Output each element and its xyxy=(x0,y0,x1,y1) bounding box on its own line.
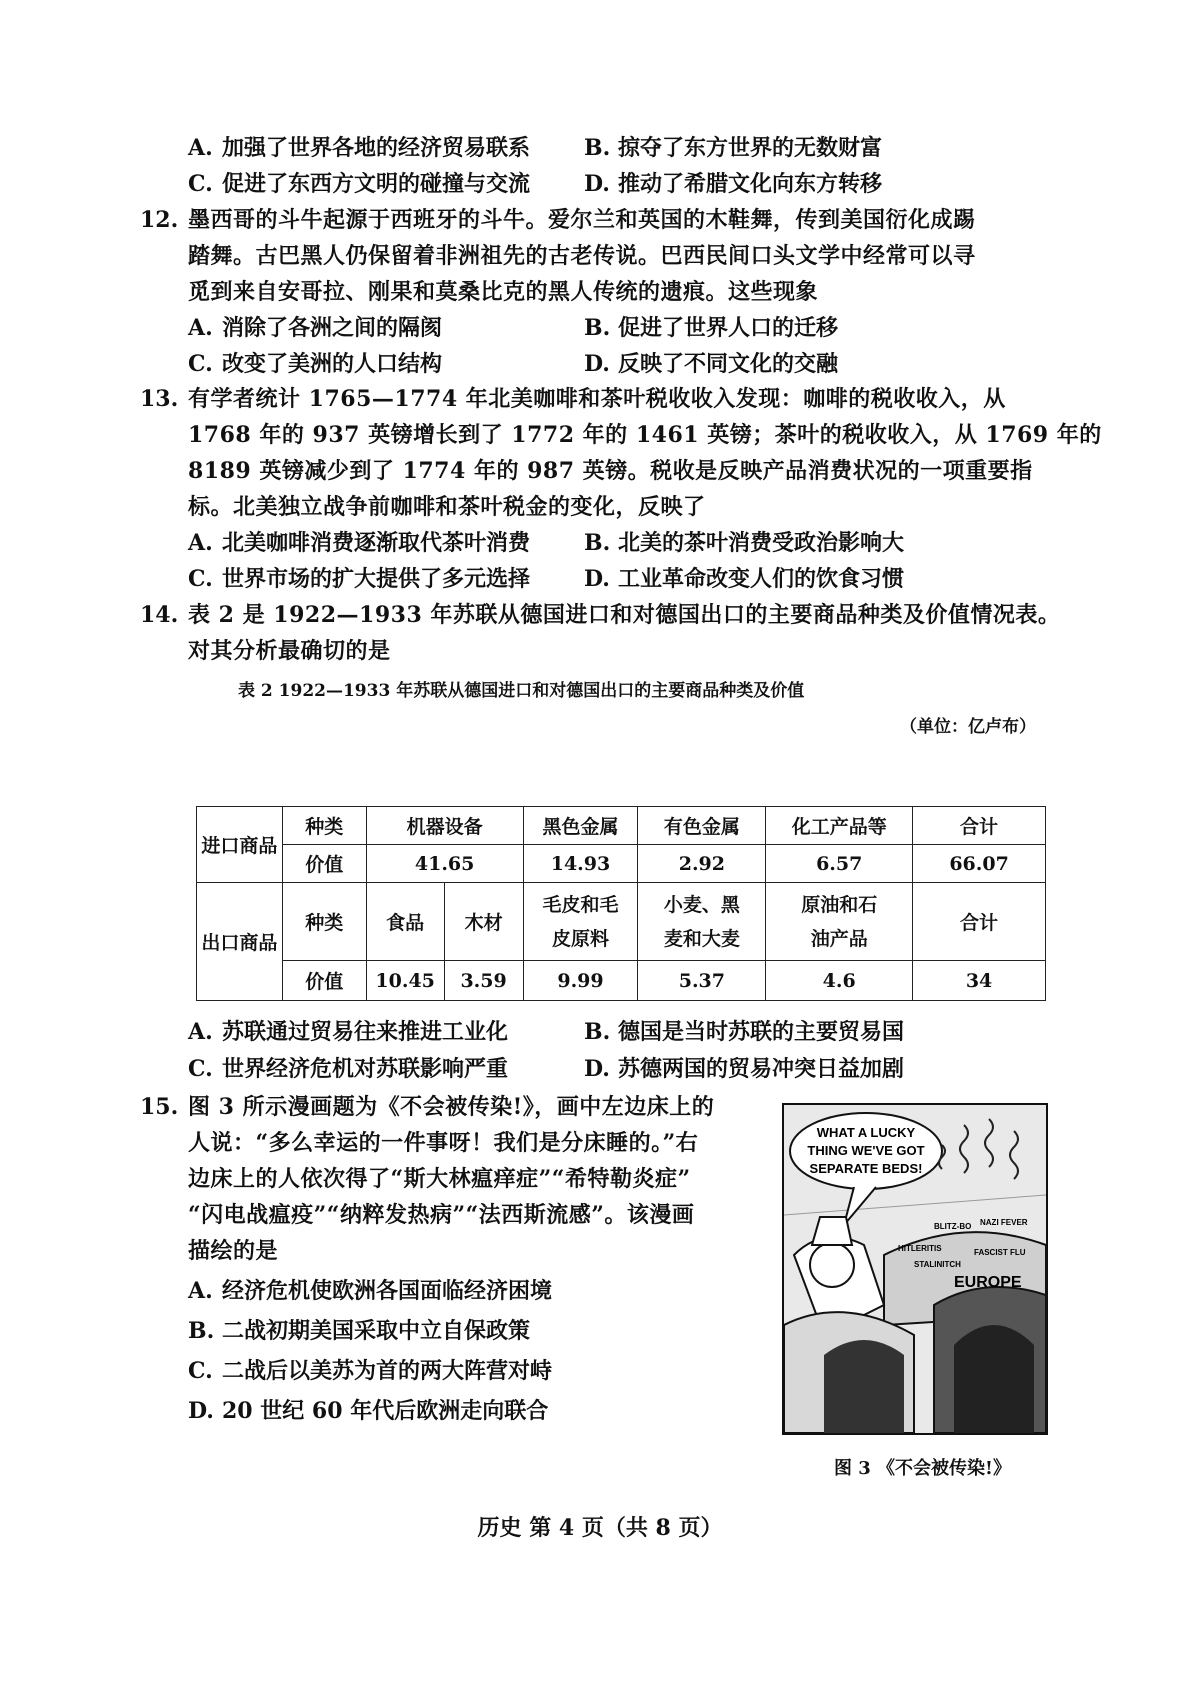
q12-option-c: C. 改变了美洲的人口结构 xyxy=(188,351,443,377)
prev-option-c: C. 促进了东西方文明的碰撞与交流 xyxy=(188,171,531,197)
export-value-2: 3.59 xyxy=(444,961,523,1001)
label-fascist-flu: FASCIST FLU xyxy=(974,1248,1026,1257)
q15-option-a: A. 经济危机使欧洲各国面临经济困境 xyxy=(188,1278,553,1304)
export-kind-5: 原油和石油产品 xyxy=(766,883,913,961)
page-footer: 历史 第 4 页（共 8 页） xyxy=(477,1515,723,1541)
export-kind-total: 合计 xyxy=(913,883,1046,961)
export-kind-4: 小麦、黑麦和大麦 xyxy=(638,883,766,961)
q13-line-3: 8189 英镑减少到了 1774 年的 987 英镑。税收是反映产品消费状况的一项重要指 xyxy=(188,458,1033,484)
q14-option-b: B. 德国是当时苏联的主要贸易国 xyxy=(584,1019,905,1045)
import-value-total: 66.07 xyxy=(913,845,1046,883)
q15-line-2: 人说：“多么幸运的一件事呀！我们是分床睡的。”右 xyxy=(188,1130,699,1156)
label-hitleritis: HITLERITIS xyxy=(898,1244,942,1253)
cartoon-drawing xyxy=(784,1105,1046,1433)
figure-caption: 图 3 《不会被传染!》 xyxy=(834,1458,1011,1479)
import-value-label: 价值 xyxy=(282,845,366,883)
q12-line-1: 墨西哥的斗牛起源于西班牙的斗牛。爱尔兰和英国的木鞋舞，传到美国衍化成踢 xyxy=(188,207,976,233)
prev-option-a: A. 加强了世界各地的经济贸易联系 xyxy=(188,135,531,161)
import-kind-3: 有色金属 xyxy=(638,807,766,845)
q15-number: 15. xyxy=(140,1094,179,1120)
export-kind-1: 食品 xyxy=(366,883,444,961)
q14-option-a: A. 苏联通过贸易往来推进工业化 xyxy=(188,1019,509,1045)
q13-option-a: A. 北美咖啡消费逐渐取代茶叶消费 xyxy=(188,530,531,556)
q13-line-2: 1768 年的 937 英镑增长到了 1772 年的 1461 英镑；茶叶的税收收入，从 1769 年的 xyxy=(188,422,1102,448)
q12-option-b: B. 促进了世界人口的迁移 xyxy=(584,315,839,341)
export-value-3: 9.99 xyxy=(523,961,638,1001)
import-kind-label: 种类 xyxy=(282,807,366,845)
q14-line-1: 表 2 是 1922—1933 年苏联从德国进口和对德国出口的主要商品种类及价值情况表。 xyxy=(188,602,1061,628)
q13-line-1: 有学者统计 1765—1774 年北美咖啡和茶叶税收收入发现：咖啡的税收收入，从 xyxy=(188,386,1006,412)
import-label: 进口商品 xyxy=(197,807,283,883)
q15-option-c: C. 二战后以美苏为首的两大阵营对峙 xyxy=(188,1358,553,1384)
q12-option-d: D. 反映了不同文化的交融 xyxy=(584,351,839,377)
q13-option-c: C. 世界市场的扩大提供了多元选择 xyxy=(188,566,531,592)
q15-line-3: 边床上的人依次得了“斯大林瘟痒症”“希特勒炎症” xyxy=(188,1166,691,1192)
export-value-5: 4.6 xyxy=(766,961,913,1001)
q14-option-c: C. 世界经济危机对苏联影响严重 xyxy=(188,1056,509,1082)
q12-number: 12. xyxy=(140,207,179,233)
label-stalinitch: STALINITCH xyxy=(914,1260,961,1269)
label-nazi-fever: NAZI FEVER xyxy=(980,1218,1028,1227)
q15-line-5: 描绘的是 xyxy=(188,1238,279,1264)
q12-line-2: 踏舞。古巴黑人仍保留着非洲祖先的古老传说。巴西民间口头文学中经常可以寻 xyxy=(188,243,976,269)
table-unit: （单位：亿卢布） xyxy=(900,717,1036,737)
import-kind-1: 机器设备 xyxy=(366,807,523,845)
label-blitz: BLITZ-BO xyxy=(934,1222,972,1231)
table-title: 表 2 1922—1933 年苏联从德国进口和对德国出口的主要商品种类及价值 xyxy=(238,681,805,701)
bubble-line-1: WHAT A LUCKY xyxy=(816,1125,916,1140)
import-value-2: 14.93 xyxy=(523,845,638,883)
export-value-1: 10.45 xyxy=(366,961,444,1001)
prev-option-b: B. 掠夺了东方世界的无数财富 xyxy=(584,135,883,161)
q13-option-d: D. 工业革命改变人们的饮食习惯 xyxy=(584,566,905,592)
import-kind-4: 化工产品等 xyxy=(766,807,913,845)
q12-option-a: A. 消除了各洲之间的隔阂 xyxy=(188,315,443,341)
q15-option-d: D. 20 世纪 60 年代后欧洲走向联合 xyxy=(188,1398,549,1424)
export-value-label: 价值 xyxy=(282,961,366,1001)
export-value-total: 34 xyxy=(913,961,1046,1001)
export-kind-label: 种类 xyxy=(282,883,366,961)
export-kind-3: 毛皮和毛皮原料 xyxy=(523,883,638,961)
import-value-3: 2.92 xyxy=(638,845,766,883)
uncle-sam-head-icon xyxy=(810,1243,854,1287)
trade-table xyxy=(196,806,1046,1001)
export-label: 出口商品 xyxy=(197,883,283,1001)
import-kind-2: 黑色金属 xyxy=(523,807,638,845)
q14-number: 14. xyxy=(140,602,179,628)
import-kind-total: 合计 xyxy=(913,807,1046,845)
import-value-4: 6.57 xyxy=(766,845,913,883)
bubble-line-2: THING WE'VE GOT xyxy=(807,1143,925,1158)
q15-line-4: “闪电战瘟疫”“纳粹发热病”“法西斯流感”。该漫画 xyxy=(188,1202,695,1228)
q12-line-3: 觅到来自安哥拉、刚果和莫桑比克的黑人传统的遗痕。这些现象 xyxy=(188,279,819,305)
import-value-1: 41.65 xyxy=(366,845,523,883)
prev-option-d: D. 推动了希腊文化向东方转移 xyxy=(584,171,883,197)
q14-option-d: D. 苏德两国的贸易冲突日益加剧 xyxy=(584,1056,905,1082)
q13-line-4: 标。北美独立战争前咖啡和茶叶税金的变化，反映了 xyxy=(188,494,706,520)
cartoon-figure xyxy=(782,1103,1048,1435)
q13-option-b: B. 北美的茶叶消费受政治影响大 xyxy=(584,530,905,556)
export-kind-2: 木材 xyxy=(444,883,523,961)
q13-number: 13. xyxy=(140,386,179,412)
q14-line-2: 对其分析最确切的是 xyxy=(188,638,391,664)
export-value-4: 5.37 xyxy=(638,961,766,1001)
q15-option-b: B. 二战初期美国采取中立自保政策 xyxy=(188,1318,531,1344)
q15-line-1: 图 3 所示漫画题为《不会被传染!》，画中左边床上的 xyxy=(188,1094,715,1120)
bubble-line-3: SEPARATE BEDS! xyxy=(809,1161,923,1176)
label-europe: EUROPE xyxy=(954,1274,1022,1291)
